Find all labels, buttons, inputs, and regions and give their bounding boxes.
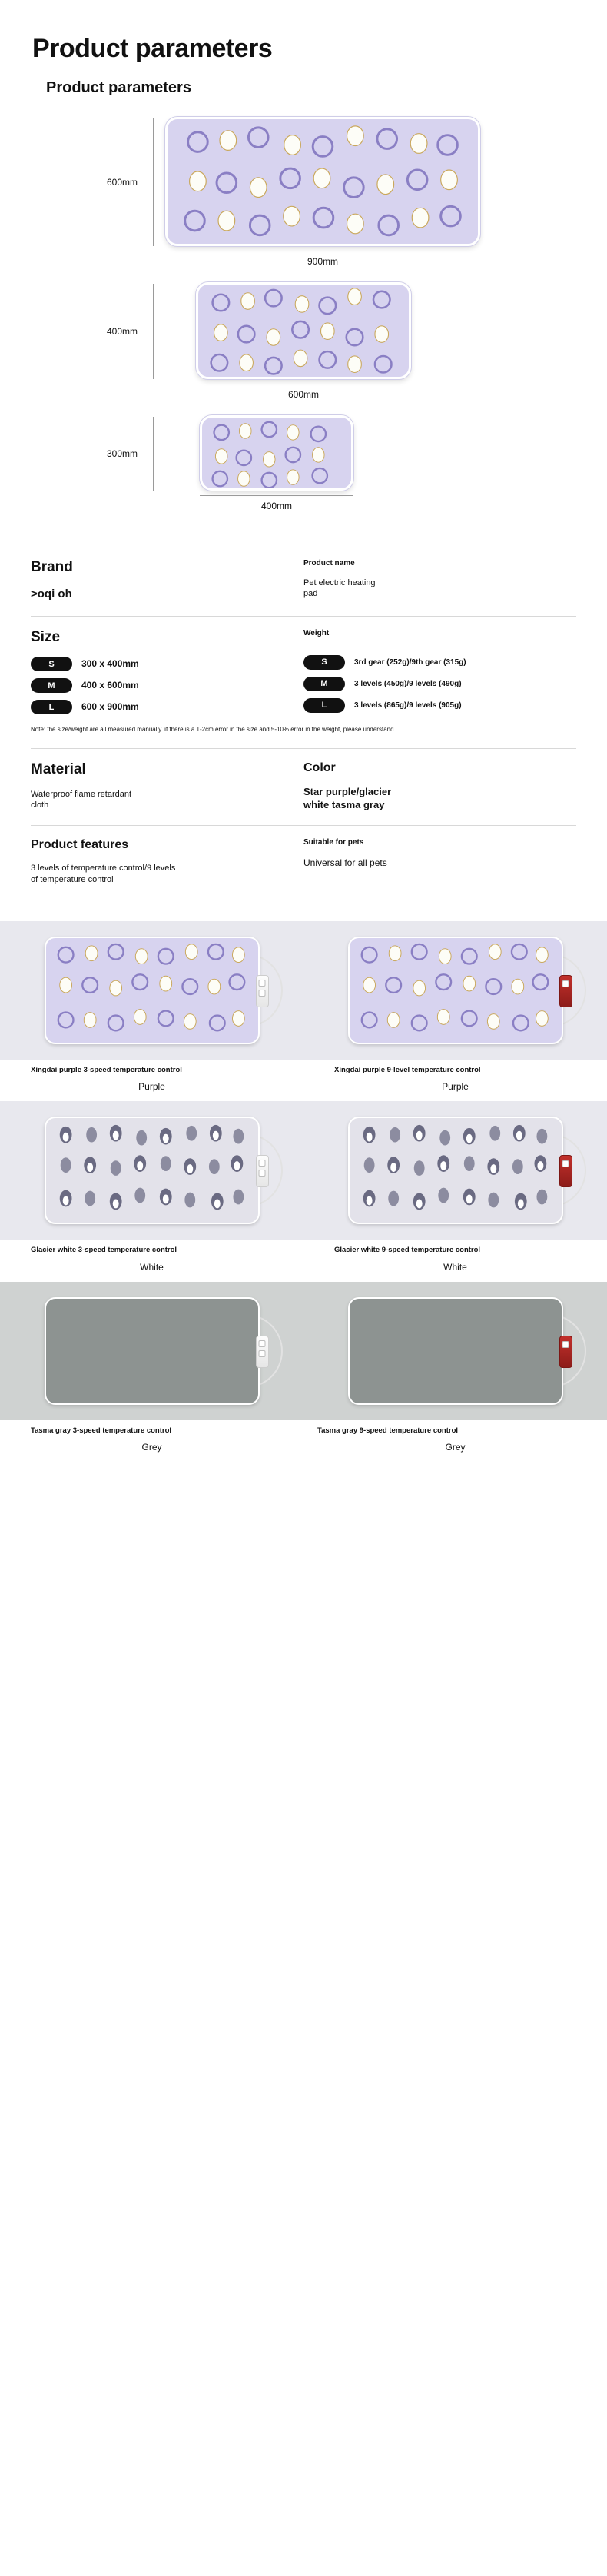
pad-photo-purple [45, 937, 260, 1044]
gallery-image [0, 1282, 304, 1420]
spec-table [0, 547, 607, 900]
weight-pill-m: M [304, 677, 345, 691]
product-name-value: Pet electric heating pad [304, 577, 376, 599]
spec-section-size [31, 617, 576, 748]
pad-photo-grey [348, 1297, 563, 1405]
gallery-color-label: Grey [445, 1442, 466, 1453]
size-row-l [31, 700, 296, 714]
size-value-l: 600 x 900mm [81, 701, 139, 712]
size-pill-s: S [31, 657, 72, 671]
temperature-controller-icon [559, 975, 572, 1007]
material-value: Waterproof flame retardant cloth [31, 789, 132, 810]
weight-heading: Weight [304, 629, 330, 638]
gallery-item[interactable] [304, 1282, 607, 1462]
weight-value-l: 3 levels (865g)/9 levels (905g) [354, 701, 462, 710]
size-diagram-medium [0, 282, 607, 400]
size-value-s: 300 x 400mm [81, 657, 139, 669]
gallery-image [304, 1101, 607, 1240]
weight-row-s [304, 655, 576, 670]
weight-value-s: 3rd gear (252g)/9th gear (315g) [354, 657, 466, 667]
dimension-height-large: 600mm [107, 177, 138, 188]
material-heading: Material [31, 760, 86, 777]
gallery-caption: Tasma gray 3-speed temperature control [31, 1426, 172, 1435]
chick-pattern-icon [350, 938, 562, 1044]
gallery-caption: Tasma gray 9-speed temperature control [317, 1426, 459, 1435]
gallery-color-label: White [140, 1261, 164, 1273]
weight-row-m [304, 677, 576, 691]
spec-section-brand [31, 547, 576, 617]
gallery-item[interactable] [0, 1101, 304, 1281]
page-subtitle: Product parameters [46, 79, 191, 96]
size-pill-m: M [31, 678, 72, 693]
features-value: 3 levels of temperature control/9 levels of temperature control [31, 864, 176, 885]
temperature-controller-icon [256, 1336, 269, 1368]
gallery-item[interactable] [0, 1282, 304, 1462]
gallery-item[interactable] [304, 1101, 607, 1281]
weight-row-l [304, 698, 576, 713]
product-name-heading: Product name [304, 559, 355, 567]
size-row-s [31, 657, 296, 671]
gallery-image [0, 921, 304, 1060]
gallery-color-label: White [443, 1261, 467, 1273]
gallery-image [304, 1282, 607, 1420]
weight-value-m: 3 levels (450g)/9 levels (490g) [354, 679, 462, 688]
size-heading: Size [31, 629, 61, 646]
spec-section-material [31, 749, 576, 827]
penguin-pattern-icon [46, 1118, 258, 1224]
product-gallery [0, 921, 607, 1462]
size-note: Note: the size/weight are all measured manually. if there is a 1-2cm error in the size and 5-10% error in the weight, please understand [31, 726, 394, 734]
pets-heading: Suitable for pets [304, 838, 364, 847]
color-value: Star purple/glacier white tasma gray [304, 785, 392, 810]
pad-image-medium [196, 282, 411, 379]
weight-pill-s: S [304, 655, 345, 670]
page-title: Product parameters [32, 34, 273, 63]
chick-pattern-icon [198, 285, 409, 379]
dimension-width-large: 900mm [307, 256, 338, 267]
pad-photo-white [348, 1117, 563, 1224]
weight-pill-l: L [304, 698, 345, 713]
brand-heading: Brand [31, 559, 73, 575]
size-value-m: 400 x 600mm [81, 679, 139, 691]
size-diagram-small [0, 415, 607, 511]
pad-image-small [200, 415, 353, 491]
pad-photo-purple [348, 937, 563, 1044]
gallery-item[interactable] [0, 921, 304, 1101]
gallery-caption: Xingdai purple 3-speed temperature control [31, 1066, 182, 1075]
gallery-image [304, 921, 607, 1060]
gallery-color-label: Purple [442, 1081, 469, 1093]
gallery-caption: Xingdai purple 9-level temperature control [334, 1066, 481, 1075]
temperature-controller-icon [256, 1155, 269, 1187]
size-row-m [31, 678, 296, 693]
pad-photo-white [45, 1117, 260, 1224]
chick-pattern-icon [202, 418, 351, 491]
gallery-item[interactable] [304, 921, 607, 1101]
spec-section-features [31, 826, 576, 900]
color-heading: Color [304, 760, 336, 774]
chick-pattern-icon [46, 938, 258, 1044]
gallery-caption: Glacier white 3-speed temperature control [31, 1246, 177, 1255]
pad-photo-grey [45, 1297, 260, 1405]
gallery-image [0, 1101, 304, 1240]
dimension-width-medium: 600mm [287, 389, 319, 400]
chick-pattern-icon [168, 119, 478, 246]
size-pill-l: L [31, 700, 72, 714]
temperature-controller-icon [256, 975, 269, 1007]
temperature-controller-icon [559, 1336, 572, 1368]
size-diagram-large [0, 117, 607, 267]
dimension-width-small: 400mm [260, 501, 292, 511]
gallery-caption: Glacier white 9-speed temperature control [334, 1246, 481, 1255]
gallery-color-label: Grey [141, 1442, 162, 1453]
gallery-color-label: Purple [138, 1081, 165, 1093]
dimension-height-medium: 400mm [107, 326, 138, 337]
pets-value: Universal for all pets [304, 857, 387, 868]
temperature-controller-icon [559, 1155, 572, 1187]
features-heading: Product features [31, 838, 129, 852]
penguin-pattern-icon [350, 1118, 562, 1224]
dimension-height-small: 300mm [107, 448, 138, 459]
pad-image-large [165, 117, 480, 246]
brand-value: >oqi oh [31, 587, 72, 601]
